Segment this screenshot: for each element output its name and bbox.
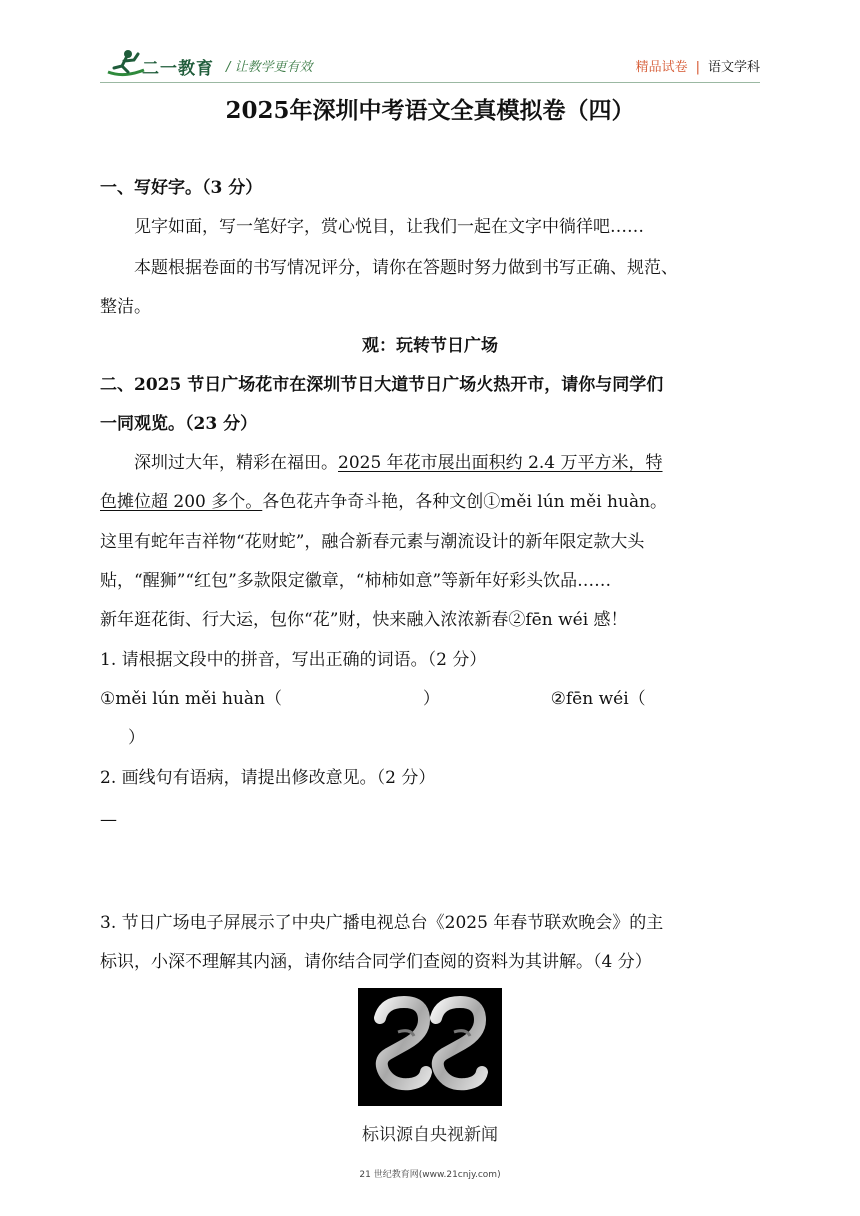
passage-text: 深圳过大年，精彩在福田。: [134, 453, 338, 473]
underlined-sentence-part2: 色摊位超 200 多个。: [100, 492, 263, 512]
gala-emblem-image: [358, 988, 502, 1106]
label-premium-paper: 精品试卷: [635, 60, 688, 75]
blank-1-close: ）: [422, 689, 440, 709]
question-2-prompt: 2. 画线句有语病，请提出修改意见。（2 分）: [100, 768, 436, 788]
section2-heading-line2: 一同观览。（23 分）: [100, 414, 258, 434]
question-2-answer-line[interactable]: —: [100, 810, 117, 830]
question-1-prompt: 1. 请根据文段中的拼音，写出正确的词语。（2 分）: [100, 650, 487, 670]
blank-1-label: ①měi lún měi huàn（: [100, 689, 283, 709]
image-caption: 标识源自央视新闻: [362, 1125, 498, 1145]
passage-text: 各色花卉争奇斗艳，各种文创①měi lún měi huàn。: [262, 492, 668, 512]
blank-2-label: ②fēn wéi（: [550, 689, 646, 709]
passage-line-5: 新年逛花街、行大运，包你“花”财，快来融入浓浓新春②fēn wéi 感！: [100, 610, 628, 630]
passage-line-4: 贴，“醒狮”“红包”多款限定徽章，“柿柿如意”等新年好彩头饮品……: [100, 571, 612, 591]
header-slogan: / 让教学更有效: [226, 60, 313, 75]
section-subtitle: 观：玩转节日广场: [362, 336, 498, 356]
page-header: [0, 0, 860, 90]
blank-2-close: ）: [128, 728, 145, 748]
question-3-line1: 3. 节日广场电子屏展示了中央广播电视总台《2025 年春节联欢晚会》的主: [100, 913, 664, 933]
label-subject: 语文学科: [707, 60, 760, 75]
section1-paragraph-2-line1: 本题根据卷面的书写情况评分，请你在答题时努力做到书写正确、规范、: [134, 258, 678, 278]
gala-emblem-icon: [358, 988, 502, 1106]
section1-paragraph-2-line2: 整洁。: [100, 297, 151, 317]
section2-heading-line1: 二、2025 节日广场花市在深圳节日大道节日广场火热开市，请你与同学们: [100, 375, 664, 395]
passage-line-2: [100, 490, 762, 514]
header-separator: |: [695, 60, 700, 75]
passage-line-3: 这里有蛇年吉祥物“花财蛇”，融合新春元素与潮流设计的新年限定款大头: [100, 532, 645, 552]
page-footer: 21 世纪教育网(www.21cnjy.com): [359, 1170, 501, 1180]
question-3-line2: 标识，小深不理解其内涵，请你结合同学们查阅的资料为其讲解。（4 分）: [100, 952, 652, 972]
question-1-blanks: [100, 687, 762, 711]
page-title: 2025年深圳中考语文全真模拟卷（四）: [225, 97, 635, 124]
header-labels: [636, 56, 760, 75]
section1-heading: 一、写好字。（3 分）: [100, 178, 263, 198]
header-rule: [100, 82, 760, 83]
logo-text: 二一教育: [142, 59, 214, 79]
section1-paragraph-1: 见字如面，写一笔好字，赏心悦目，让我们一起在文字中徜徉吧……: [134, 217, 644, 237]
underlined-sentence-part1: 2025 年花市展出面积约 2.4 万平方米，特: [338, 453, 663, 473]
passage-line-1: [134, 451, 762, 475]
